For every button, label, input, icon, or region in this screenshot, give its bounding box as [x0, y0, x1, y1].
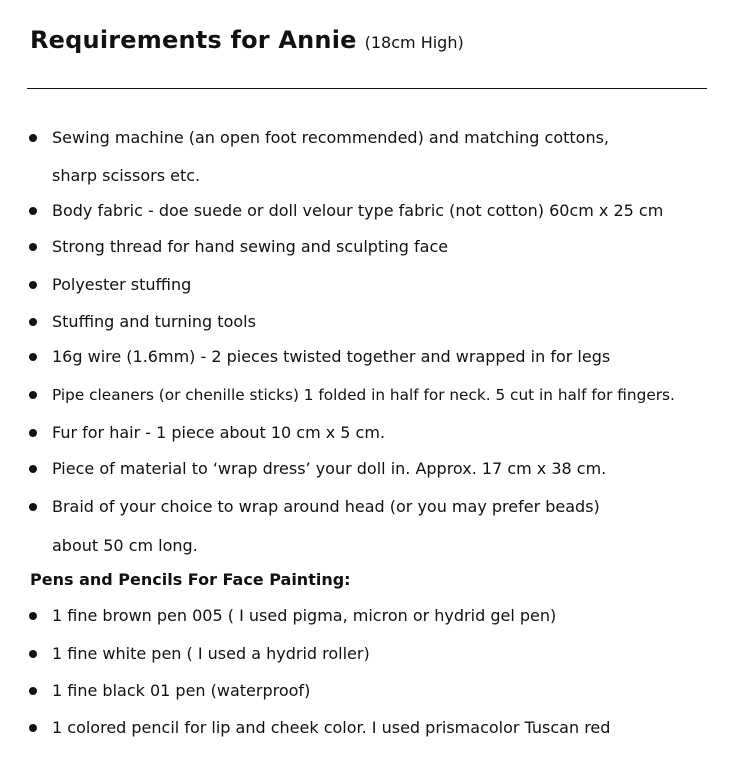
list-item-text: 1 fine white pen ( I used a hydrid roller): [52, 644, 370, 663]
bullet-icon: [29, 243, 37, 251]
list-item-text: Sewing machine (an open foot recommended) and matching cottons,: [52, 128, 610, 147]
bullet-icon: [29, 465, 37, 473]
page-title: [30, 26, 464, 54]
list-item-text: Piece of material to ‘wrap dress’ your doll in. Approx. 17 cm x 38 cm.: [52, 459, 607, 478]
list-item-text: Strong thread for hand sewing and sculpting face: [52, 237, 449, 256]
bullet-icon: [29, 429, 37, 437]
list-item-text: 16g wire (1.6mm) - 2 pieces twisted together and wrapped in for legs: [52, 347, 611, 366]
title-main: Requirements for Annie: [30, 26, 357, 54]
list-item-text: 1 colored pencil for lip and cheek color. I used prismacolor Tuscan red: [52, 718, 611, 737]
title-divider: [27, 88, 707, 89]
list-item-continuation: sharp scissors etc.: [52, 166, 201, 185]
bullet-icon: [29, 391, 37, 399]
list-item-text: Braid of your choice to wrap around head (or you may prefer beads): [52, 497, 600, 516]
list-item-continuation: about 50 cm long.: [52, 536, 198, 555]
bullet-icon: [29, 281, 37, 289]
list-item-text: Fur for hair - 1 piece about 10 cm x 5 cm.: [52, 423, 386, 442]
list-item-text: Body fabric - doe suede or doll velour type fabric (not cotton) 60cm x 25 cm: [52, 201, 664, 220]
list-item-text: 1 fine black 01 pen (waterproof): [52, 681, 311, 700]
bullet-icon: [29, 612, 37, 620]
bullet-icon: [29, 650, 37, 658]
bullet-icon: [29, 503, 37, 511]
list-item-text: 1 fine brown pen 005 ( I used pigma, micron or hydrid gel pen): [52, 606, 557, 625]
bullet-icon: [29, 207, 37, 215]
bullet-icon: [29, 318, 37, 326]
bullet-icon: [29, 724, 37, 732]
section-heading: Pens and Pencils For Face Painting:: [30, 570, 351, 589]
bullet-icon: [29, 134, 37, 142]
list-item-text: Pipe cleaners (or chenille sticks) 1 folded in half for neck. 5 cut in half for fingers.: [52, 386, 675, 404]
list-item-text: Polyester stuffing: [52, 275, 192, 294]
list-item-text: Stuffing and turning tools: [52, 312, 256, 331]
title-subtitle: (18cm High): [364, 33, 464, 52]
bullet-icon: [29, 687, 37, 695]
bullet-icon: [29, 353, 37, 361]
